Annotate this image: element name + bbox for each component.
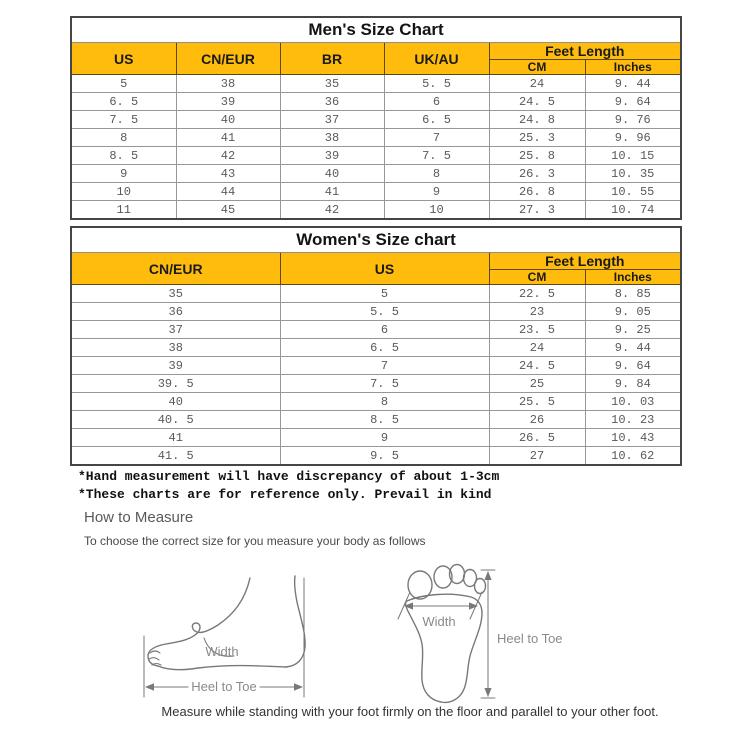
table-cell: 10. 03 — [585, 393, 681, 411]
table-cell: 43 — [176, 165, 280, 183]
table-cell: 9 — [280, 429, 489, 447]
column-header-cm: CM — [489, 60, 585, 75]
table-cell: 36 — [71, 303, 280, 321]
table-cell: 26. 8 — [489, 183, 585, 201]
table-row — [71, 447, 681, 466]
table-cell: 7 — [280, 357, 489, 375]
table-row — [71, 339, 681, 357]
table-cell: 9. 96 — [585, 129, 681, 147]
table-row — [71, 75, 681, 93]
mens-table-body — [71, 75, 681, 220]
table-cell: 10. 35 — [585, 165, 681, 183]
table-row — [71, 357, 681, 375]
table-cell: 23 — [489, 303, 585, 321]
table-cell: 38 — [71, 339, 280, 357]
table-cell: 7. 5 — [71, 111, 176, 129]
note-reference-only: *These charts are for reference only. Prevail in kind — [78, 487, 492, 502]
column-header-cm: CM — [489, 270, 585, 285]
table-cell: 10. 74 — [585, 201, 681, 220]
table-row — [71, 93, 681, 111]
table-cell: 9 — [71, 165, 176, 183]
mens-header-row — [71, 43, 681, 60]
table-cell: 10 — [384, 201, 489, 220]
table-cell: 26. 5 — [489, 429, 585, 447]
column-header-uk-au: UK/AU — [384, 43, 489, 75]
table-cell: 44 — [176, 183, 280, 201]
table-cell: 9. 25 — [585, 321, 681, 339]
sole-view-heel-to-toe-label: Heel to Toe — [497, 631, 563, 646]
table-cell: 6. 5 — [384, 111, 489, 129]
table-cell: 39 — [280, 147, 384, 165]
table-cell: 27. 3 — [489, 201, 585, 220]
table-cell: 45 — [176, 201, 280, 220]
how-to-measure-subheading: To choose the correct size for you measure your body as follows — [84, 534, 426, 548]
table-row — [71, 303, 681, 321]
sole-view-width-label: Width — [422, 614, 456, 629]
table-cell: 8 — [280, 393, 489, 411]
column-header-inches: Inches — [585, 60, 681, 75]
table-cell: 39 — [176, 93, 280, 111]
table-cell: 9. 44 — [585, 339, 681, 357]
table-row — [71, 111, 681, 129]
column-header-feet-length: Feet Length — [489, 253, 681, 270]
table-cell: 10. 62 — [585, 447, 681, 466]
table-row — [71, 375, 681, 393]
table-row — [71, 429, 681, 447]
table-cell: 27 — [489, 447, 585, 466]
table-cell: 24. 5 — [489, 93, 585, 111]
mens-title-row — [71, 17, 681, 43]
table-row — [71, 201, 681, 220]
table-cell: 10 — [71, 183, 176, 201]
table-cell: 25 — [489, 375, 585, 393]
table-cell: 41 — [71, 429, 280, 447]
table-row — [71, 411, 681, 429]
table-cell: 22. 5 — [489, 285, 585, 303]
mens-chart-title: Men's Size Chart — [71, 17, 681, 43]
table-cell: 9. 64 — [585, 357, 681, 375]
table-cell: 9. 05 — [585, 303, 681, 321]
table-cell: 42 — [176, 147, 280, 165]
table-cell: 6. 5 — [280, 339, 489, 357]
column-header-br: BR — [280, 43, 384, 75]
column-header-cn-eur: CN/EUR — [176, 43, 280, 75]
womens-size-table — [70, 226, 682, 466]
table-cell: 10. 55 — [585, 183, 681, 201]
table-cell: 6 — [280, 321, 489, 339]
table-cell: 25. 8 — [489, 147, 585, 165]
table-cell: 41 — [280, 183, 384, 201]
column-header-feet-length: Feet Length — [489, 43, 681, 60]
table-cell: 40 — [280, 165, 384, 183]
table-cell: 9. 5 — [280, 447, 489, 466]
table-cell: 42 — [280, 201, 384, 220]
disclaimer-notes — [78, 468, 499, 504]
table-cell: 25. 3 — [489, 129, 585, 147]
table-cell: 24 — [489, 75, 585, 93]
table-row — [71, 285, 681, 303]
note-measurement-discrepancy: *Hand measurement will have discrepancy of about 1-3cm — [78, 469, 500, 484]
table-cell: 39 — [71, 357, 280, 375]
table-cell: 9. 76 — [585, 111, 681, 129]
column-header-inches: Inches — [585, 270, 681, 285]
table-cell: 5 — [280, 285, 489, 303]
table-row — [71, 147, 681, 165]
table-cell: 26. 3 — [489, 165, 585, 183]
table-cell: 7. 5 — [280, 375, 489, 393]
table-cell: 8. 5 — [71, 147, 176, 165]
table-cell: 40 — [176, 111, 280, 129]
table-cell: 37 — [71, 321, 280, 339]
table-cell: 26 — [489, 411, 585, 429]
table-cell: 9. 44 — [585, 75, 681, 93]
table-cell: 6 — [384, 93, 489, 111]
table-cell: 5. 5 — [384, 75, 489, 93]
side-view-heel-to-toe-label: Heel to Toe — [191, 679, 257, 694]
table-cell: 9. 84 — [585, 375, 681, 393]
table-cell: 8. 5 — [280, 411, 489, 429]
table-row — [71, 183, 681, 201]
table-cell: 25. 5 — [489, 393, 585, 411]
column-header-us: US — [280, 253, 489, 285]
table-cell: 8. 85 — [585, 285, 681, 303]
table-cell: 24. 5 — [489, 357, 585, 375]
table-cell: 10. 15 — [585, 147, 681, 165]
table-cell: 36 — [280, 93, 384, 111]
table-cell: 37 — [280, 111, 384, 129]
table-row — [71, 321, 681, 339]
womens-table-body — [71, 285, 681, 466]
table-cell: 38 — [280, 129, 384, 147]
column-header-cn-eur: CN/EUR — [71, 253, 280, 285]
table-row — [71, 129, 681, 147]
measure-instruction-caption: Measure while standing with your foot firmly on the floor and parallel to your other foot. — [161, 704, 659, 719]
table-cell: 8 — [71, 129, 176, 147]
table-cell: 10. 43 — [585, 429, 681, 447]
table-cell: 41. 5 — [71, 447, 280, 466]
table-cell: 24 — [489, 339, 585, 357]
table-cell: 24. 8 — [489, 111, 585, 129]
table-cell: 39. 5 — [71, 375, 280, 393]
table-cell: 40. 5 — [71, 411, 280, 429]
column-header-us: US — [71, 43, 176, 75]
table-cell: 6. 5 — [71, 93, 176, 111]
table-cell: 40 — [71, 393, 280, 411]
side-view-width-label: Width — [205, 644, 239, 659]
table-cell: 41 — [176, 129, 280, 147]
womens-chart-title: Women's Size chart — [71, 227, 681, 253]
table-cell: 35 — [280, 75, 384, 93]
how-to-measure-heading: How to Measure — [84, 509, 194, 526]
table-cell: 5 — [71, 75, 176, 93]
table-cell: 9 — [384, 183, 489, 201]
table-row — [71, 393, 681, 411]
womens-title-row — [71, 227, 681, 253]
table-cell: 8 — [384, 165, 489, 183]
foot-side-view-diagram — [138, 566, 320, 708]
table-row — [71, 165, 681, 183]
foot-sole-view-diagram — [393, 556, 573, 708]
table-cell: 35 — [71, 285, 280, 303]
womens-header-row — [71, 253, 681, 270]
table-cell: 9. 64 — [585, 93, 681, 111]
table-cell: 23. 5 — [489, 321, 585, 339]
table-cell: 11 — [71, 201, 176, 220]
mens-size-table — [70, 16, 682, 220]
table-cell: 5. 5 — [280, 303, 489, 321]
table-cell: 7 — [384, 129, 489, 147]
table-cell: 10. 23 — [585, 411, 681, 429]
table-cell: 38 — [176, 75, 280, 93]
table-cell: 7. 5 — [384, 147, 489, 165]
